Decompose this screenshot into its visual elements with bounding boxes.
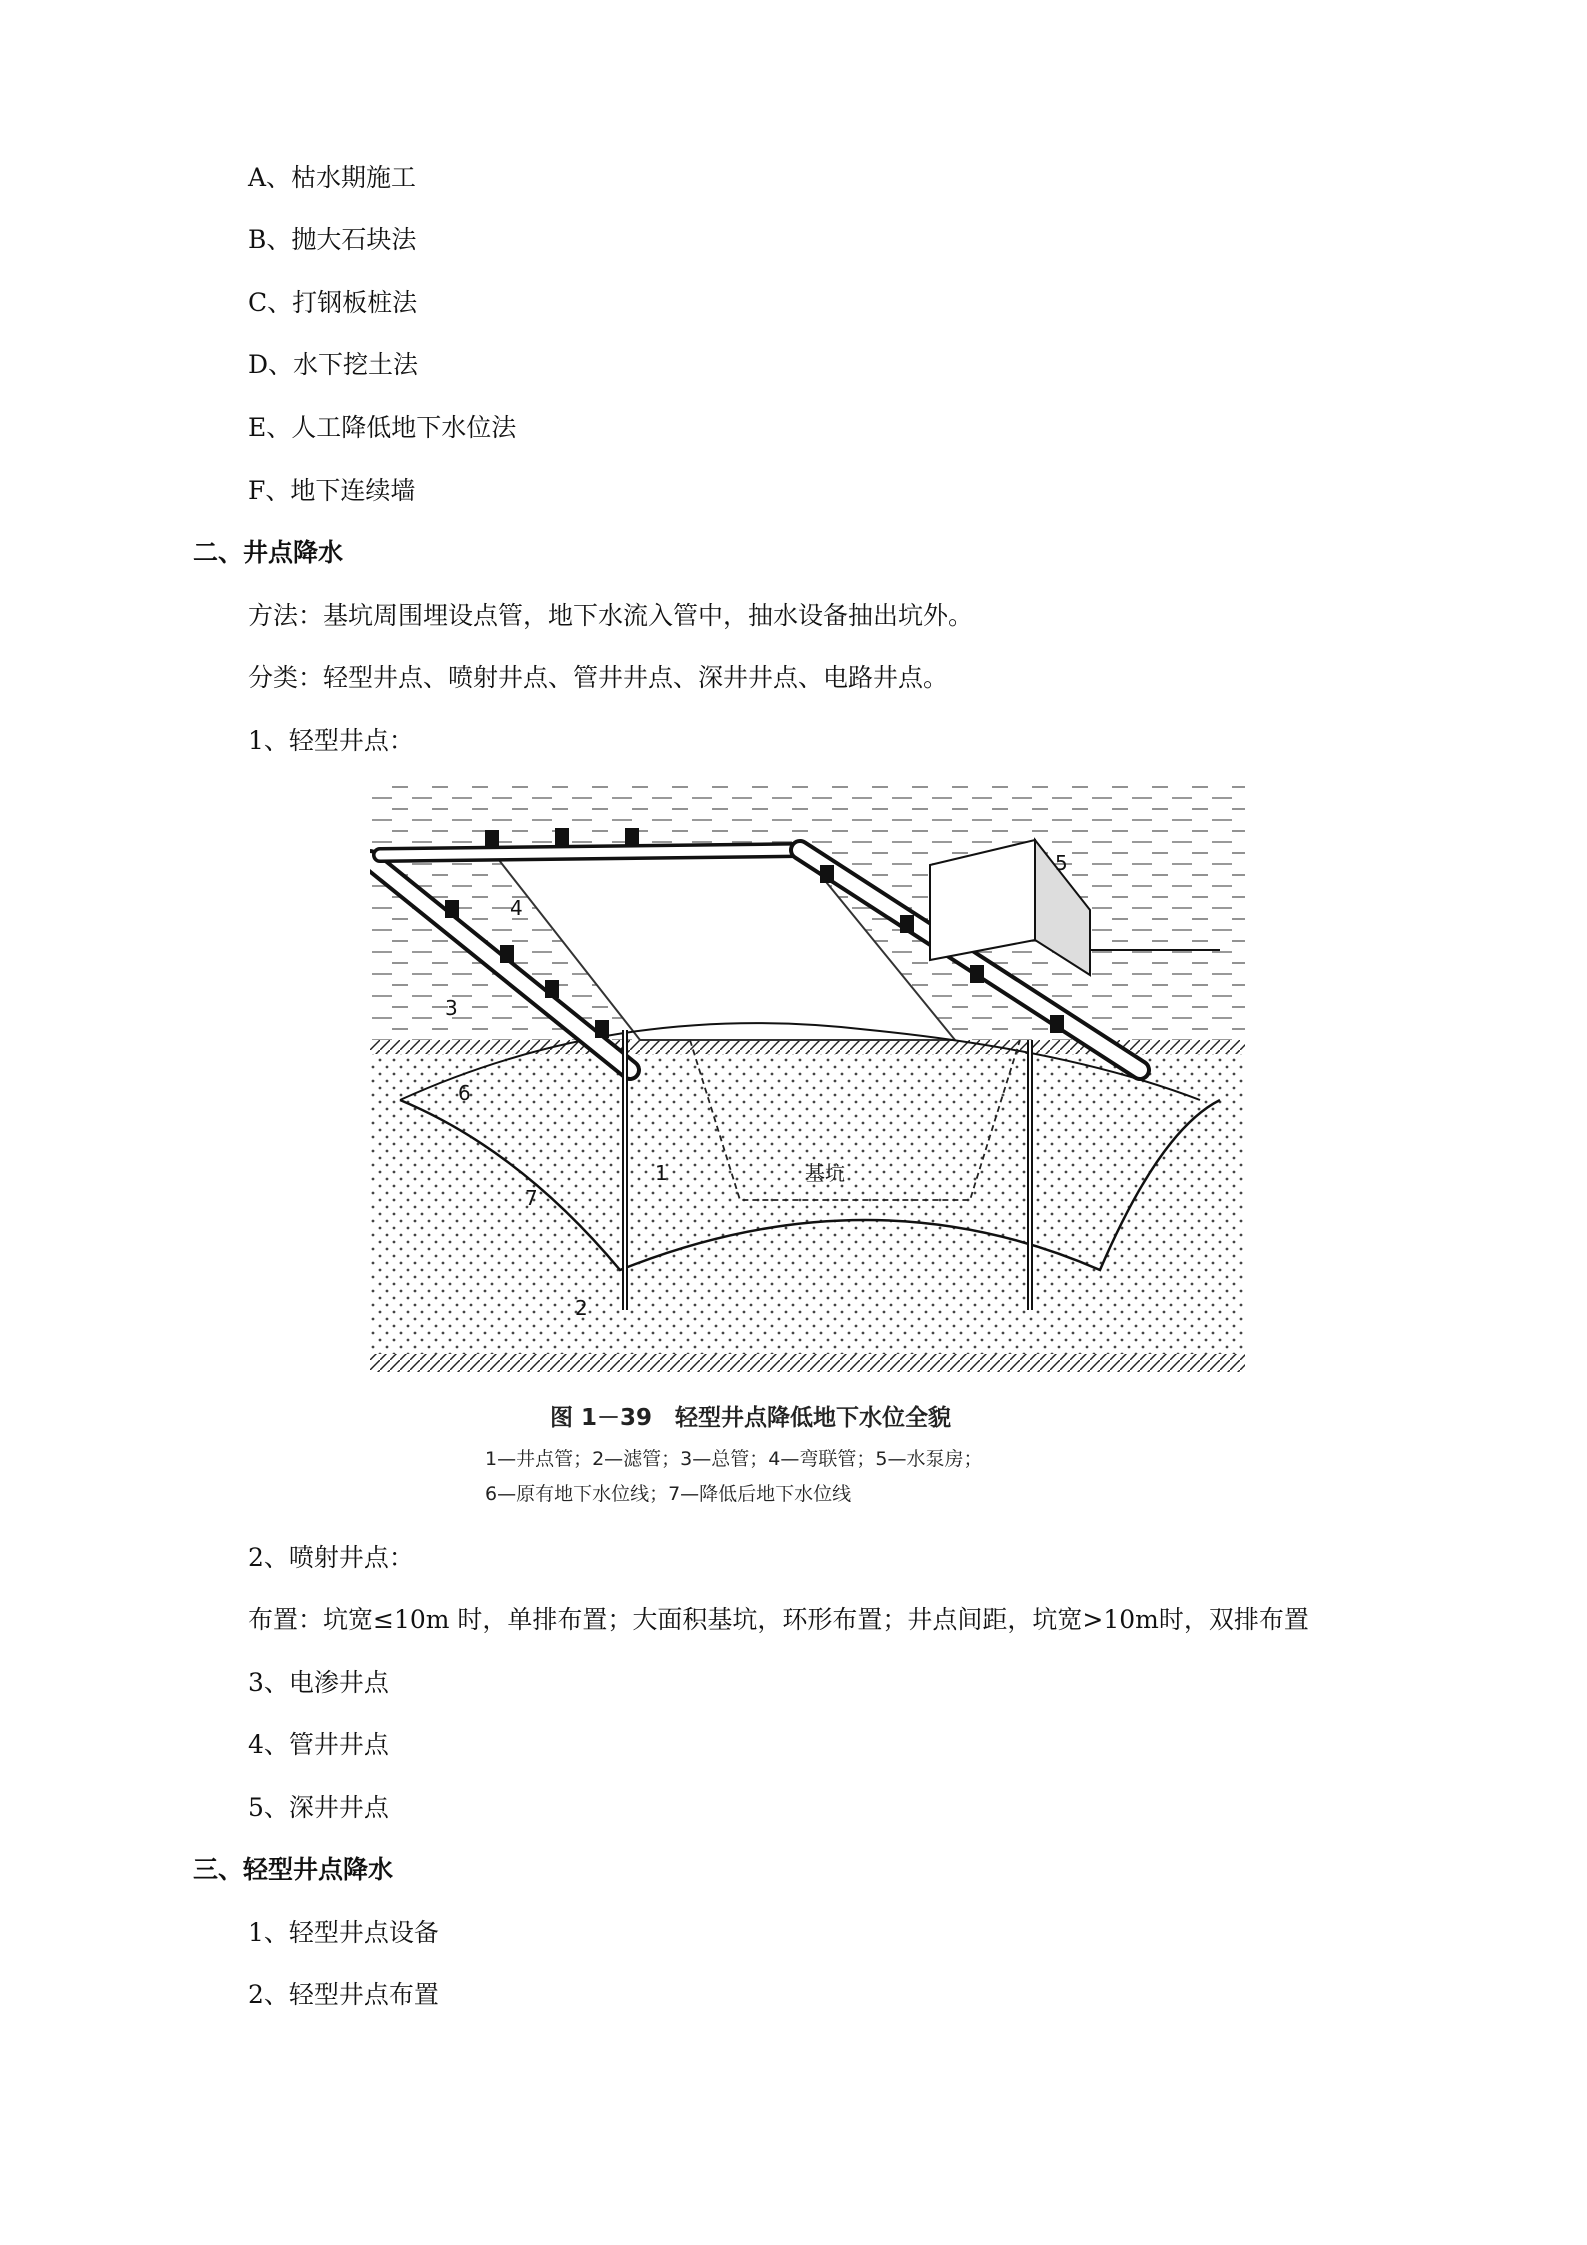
option-e: E、人工降低地下水位法 xyxy=(248,413,517,442)
classify-text: 分类：轻型井点、喷射井点、管井井点、深井井点、电路井点。 xyxy=(248,663,949,692)
layout-text: 布置：坑宽≤10m 时，单排布置；大面积基坑，环形布置；井点间距，坑宽>10m时，双排布置 xyxy=(248,1605,1309,1634)
section3-heading: 三、轻型井点降水 xyxy=(193,1855,394,1884)
option-f: F、地下连续墙 xyxy=(248,476,416,505)
label-4: 4 xyxy=(510,896,523,920)
item-arrangement: 2、轻型井点布置 xyxy=(248,1980,439,2009)
option-b: B、抛大石块法 xyxy=(248,225,417,254)
method-text: 方法：基坑周围埋设点管，地下水流入管中，抽水设备抽出坑外。 xyxy=(248,601,974,630)
pit-label: 基坑 xyxy=(805,1161,845,1185)
label-1: 1 xyxy=(655,1161,668,1185)
item-light-wellpoint: 1、轻型井点： xyxy=(248,726,414,755)
item-tube-well: 4、管井井点 xyxy=(248,1730,389,1759)
option-d: D、水下挖土法 xyxy=(248,350,419,379)
soil-area xyxy=(370,1054,1245,1354)
option-a: A、枯水期施工 xyxy=(248,163,417,192)
bottom-layer xyxy=(370,1354,1245,1372)
section2-heading: 二、井点降水 xyxy=(193,538,344,567)
label-2: 2 xyxy=(575,1296,588,1320)
item-equipment: 1、轻型井点设备 xyxy=(248,1918,439,1947)
label-7: 7 xyxy=(525,1186,538,1210)
figure-legend-line2: 6—原有地下水位线；7—降低后地下水位线 xyxy=(485,1483,852,1505)
item-jet-wellpoint: 2、喷射井点： xyxy=(248,1543,414,1572)
figure-caption-title: 图 1－39 轻型井点降低地下水位全貌 xyxy=(550,1405,952,1431)
item-deep-well: 5、深井井点 xyxy=(248,1793,389,1822)
label-3: 3 xyxy=(445,996,458,1020)
item-electroosmosis: 3、电渗井点 xyxy=(248,1668,389,1697)
label-5: 5 xyxy=(1055,851,1068,875)
header-pipe-back-inner xyxy=(380,850,800,855)
option-c: C、打钢板桩法 xyxy=(248,288,418,317)
wellpoint-figure xyxy=(370,770,1245,1510)
figure-legend-line1: 1—井点管；2—滤管；3—总管；4—弯联管；5—水泵房； xyxy=(485,1448,983,1470)
label-6: 6 xyxy=(458,1081,471,1105)
